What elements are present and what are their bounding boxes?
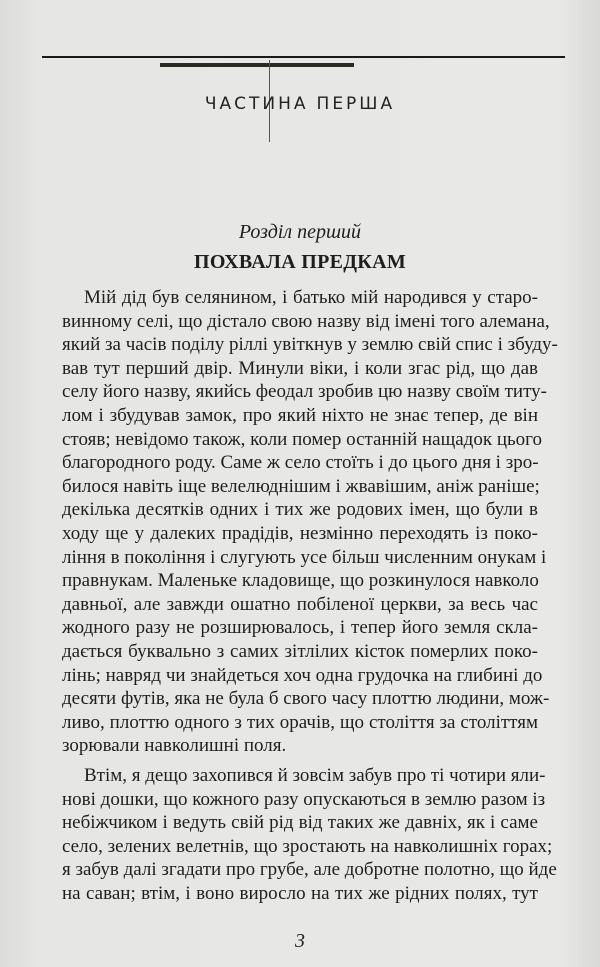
text-line: нові дошки, що кожного разу опускаються в землю разом із [62, 788, 546, 810]
part-title [0, 94, 600, 114]
text-line: стояв; невідомо також, коли помер останній нащадок цього [62, 428, 542, 450]
text-line: дається буквально з самих зітлілих кісток померлих поко- [62, 640, 538, 662]
text-line: Втім, я дещо захопився й зовсім забув про ті чотири яли- [84, 765, 546, 786]
text-line: Мій дід був селянином, і батько мій народився у старо- [84, 287, 538, 308]
chapter-label: Розділ перший [238, 221, 362, 243]
text-line: небіжчиком і ведуть свій рід від таких же давніх, як і саме [62, 812, 538, 834]
text-line: десяти футів, яка не була б свого часу плоттю людини, мож- [62, 688, 550, 710]
part-title-word: ПЕРША [316, 94, 396, 114]
part-title-word: ЧАСТИНА [204, 94, 309, 114]
text-line: на саван; втім, і воно виросло на тих же рідних полях, тут [62, 882, 538, 904]
text-line: село, зелених велетнів, що зростають на навколишніх горах; [62, 835, 553, 857]
chapter-title: ПОХВАЛА ПРЕДКАМ [193, 251, 407, 273]
text-line: лінь; навряд чи знайдеться хоч одна грудочка на глибині до [62, 664, 543, 686]
text-line: я забув далі згадати про грубе, але добротне полотно, що йде [62, 859, 557, 881]
paragraph [62, 286, 558, 758]
text-line: який за часів поділу ріллі увіткнув у землю свій спис і збуду- [62, 334, 558, 356]
text-line: вав тут перший двір. Минули віки, і коли згас рід, що дав [62, 357, 538, 379]
text-line: ходу ще у далеких прадідів, незмінно переходять із поко- [62, 522, 538, 544]
header-bar [160, 63, 354, 67]
text-line: зорювали навколишні поля. [62, 735, 287, 757]
paragraph [62, 764, 557, 906]
text-line: селу його назву, якийсь феодал зробив цю назву своїм титу- [62, 381, 547, 403]
header-rule [42, 56, 565, 58]
text-line: билося навіть іще велелюднішим і жвавішим, аніж раніше; [62, 475, 540, 497]
text-line: давньої, але завжди ошатно побіленої церкви, за весь час [62, 593, 538, 615]
text-line: жодного разу не розширювалось, і тепер його земля скла- [62, 617, 538, 639]
text-line: декілька десятків одних і тих же родових імен, що були в [62, 499, 538, 521]
text-line: винному селі, що дістало свою назву від імені того алемана, [62, 310, 550, 332]
text-line: лом і збудував замок, про який ніхто не знає тепер, де він [62, 404, 538, 426]
text-line: ління в покоління і слугують усе більш численним онукам і [62, 546, 547, 568]
text-line: благородного роду. Саме ж село стоїть і до цього дня і зро- [62, 452, 539, 474]
text-line: правнукам. Маленьке кладовище, що розкинулося навколо [62, 570, 539, 592]
page-number: 3 [295, 930, 305, 952]
text-line: ливо, плоттю одного з тих орачів, що століття за століттям [62, 711, 538, 733]
